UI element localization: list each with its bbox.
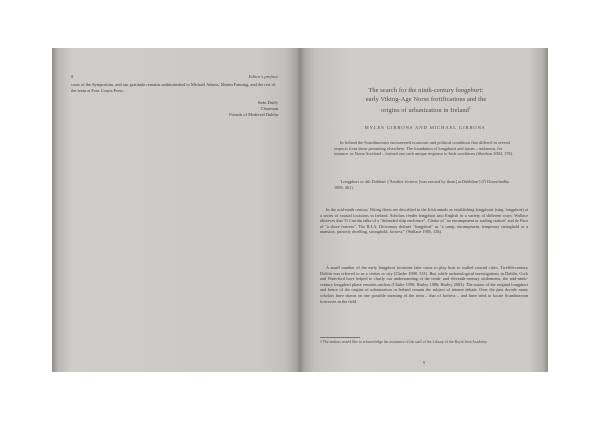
title-line-3-text: origins of urbanization in Ireland xyxy=(381,107,469,115)
footnote: 1 The authors would like to acknowledge the assistance of the staff of the Library of the Royal Irish Academy. xyxy=(320,340,488,344)
book-spread xyxy=(52,48,548,372)
title-line-1-text: The search for the ninth-century xyxy=(368,87,456,94)
body-paragraph-2: A small number of the early longphort locations later came to play host to walled coastal cities. Twelfth-century Dublin was referred to as a civitas or city (Clarke 1998, 331). But, while archaeological investigations in Dublin, Cork and Waterford have helped to clarify our understanding of the tenth- and eleventh-century settlements, the mid-ninth-century longphort phase remains unclear (Clarke 1998; Hurley 1986; Hurley 2003). The nature of the original longphort and hence of the origins of urbanization in Ireland remain the subject of intense debate. Over the past decade many scholars have drawn on one possible meaning of the term – that of fortress – and have tried to locate Scandinavian fortresses in the field. xyxy=(320,265,528,304)
article-authors: MYLES GIBBONS AND MICHAEL GIBBONS xyxy=(364,125,486,130)
article-epigraph: 'Longphort oc áth Dublinn' ('Another fortress [was erected by them] at Dubhlinn') (Ó Donnchadha 1896, 461). xyxy=(334,179,509,190)
left-page xyxy=(52,48,300,372)
signature-organization: Friends of Medieval Dublin xyxy=(229,112,278,117)
right-page xyxy=(300,48,548,372)
footnote-rule xyxy=(320,337,360,338)
preface-paragraph: costs of the Symposium, and our gratitude remains undiminished to Michael Adams, Martin Fanning, and the rest of the team at Four Courts Press. xyxy=(71,82,276,93)
signature-name: Seán Duffy xyxy=(257,100,278,105)
title-line-1-end: : xyxy=(481,87,484,94)
right-page-number: 9 xyxy=(422,360,426,365)
title-note-mark: 1 xyxy=(468,106,471,111)
article-abstract: In Ireland the Scandinavians encountered economic and political conditions that differed in several respects from those pertaining elsewhere. The foundation of longphuirt and towns – unknown, for instance, in Norse Scotland – formed one such unique response to Irish conditions (Sheehan 2004, 178). xyxy=(334,140,514,157)
title-line-1-italic: longphort xyxy=(455,87,482,94)
signature-role: Chairman xyxy=(260,106,278,111)
left-page-number: 8 xyxy=(71,74,74,79)
body-paragraph-1: In the mid-ninth century Viking fleets are described in the Irish annals as establishing longphuirt (sing. longphort) at a series of coastal locations in Ireland. Scholars render longphort into English in a variety of different ways. Wallace observes that 'O Curráin talks of a "defended ship enclosure", Clarke of "an encampment or trading station" and de Paor of "a shore fortress". The R.I.A. Dictionary defines "longphort" as "a camp, encampment, temporary stronghold or a mansion, princely dwelling, stronghold, fortress"' (Wallace 1985, 136). xyxy=(320,207,528,235)
title-line-2: early Viking-Age Norse fortifications and the xyxy=(365,96,487,104)
title-line-3 xyxy=(328,104,524,115)
running-head: Editor's preface xyxy=(248,74,278,79)
preface-signature xyxy=(229,100,278,118)
title-line-1 xyxy=(328,86,524,95)
article-title xyxy=(328,86,524,116)
